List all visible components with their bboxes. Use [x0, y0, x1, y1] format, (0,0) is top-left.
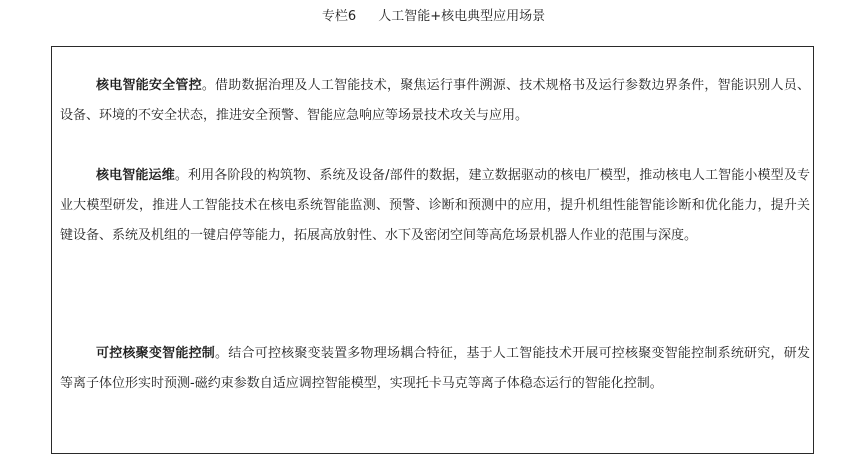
section-safety-control: [60, 71, 810, 131]
section-smart-operation: [60, 161, 810, 251]
section-body: 利用各阶段的构筑物、系统及设备/部件的数据，建立数据驱动的核电厂模型，推动核电人工智能小模型及专业大模型研发，推进人工智能技术在核电系统智能监测、预警、诊断和预测中的应用，提升机组性能智能诊断和优化能力，提升关键设备、系统及机组的一键启停等能力，拓展高放射性、水下及密闭空间等高危场景机器人作业的范围与深度。: [60, 168, 810, 243]
section-fusion-control: [60, 339, 810, 399]
content-box: [51, 46, 814, 454]
heading-separator: 。: [201, 78, 216, 93]
column-number: 专栏6: [321, 9, 357, 24]
section-body: 结合可控核聚变装置多物理场耦合特征，基于人工智能技术开展可控核聚变智能控制系统研究，研发等离子体位形实时预测-磁约束参数自适应调控智能模型，实现托卡马克等离子体稳态运行的智能化控制。: [60, 346, 810, 391]
column-heading: 人工智能+核电典型应用场景: [378, 9, 546, 24]
column-title: [0, 7, 867, 27]
section-heading: 可控核聚变智能控制: [96, 346, 216, 361]
section-heading: 核电智能运维: [96, 168, 175, 183]
section-heading: 核电智能安全管控: [96, 78, 202, 93]
heading-separator: 。: [215, 346, 229, 361]
section-body: 借助数据治理及人工智能技术，聚焦运行事件溯源、技术规格书及运行参数边界条件，智能识别人员、设备、环境的不安全状态，推进安全预警、智能应急响应等场景技术攻关与应用。: [60, 78, 810, 123]
heading-separator: 。: [174, 168, 188, 183]
